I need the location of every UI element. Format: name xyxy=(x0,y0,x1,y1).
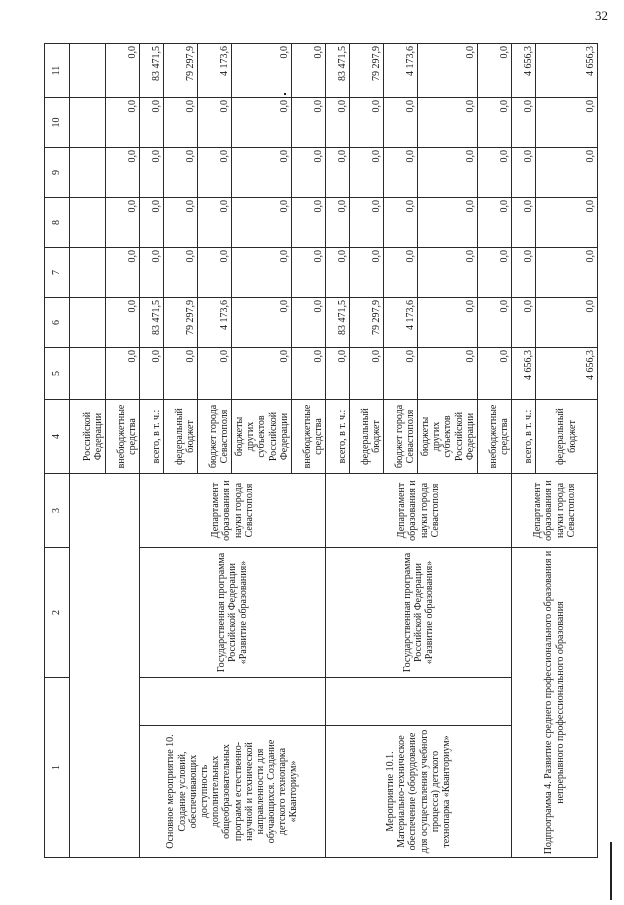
value-cell: 0,0 xyxy=(478,298,512,348)
header-cell-1: 1 xyxy=(45,678,70,858)
value-cell: 0,0 xyxy=(418,248,478,298)
event-name-cell: Мероприятие 10.1. Материально-техническое обеспечение (оборудование для осуществления учебного процесса) детского технопарка «Кванториум» xyxy=(326,726,512,858)
value-cell: 0,0 xyxy=(536,98,598,148)
funding-source-label: бюджет города Севастополя xyxy=(384,400,418,474)
value-cell: 0,0 xyxy=(232,44,292,98)
value-cell xyxy=(70,44,106,98)
value-cell: 0,0 xyxy=(292,248,326,298)
value-cell: 0,0 xyxy=(232,248,292,298)
empty-cell xyxy=(140,678,326,726)
value-cell: 0,0 xyxy=(292,348,326,400)
value-cell: 0,0 xyxy=(512,148,536,198)
value-cell: 4 656,3 xyxy=(536,44,598,98)
value-cell: 0,0 xyxy=(478,98,512,148)
value-cell: 0,0 xyxy=(232,148,292,198)
value-cell: 0,0 xyxy=(384,248,418,298)
funding-source-label: бюджеты других субъектов Российской Федерации xyxy=(232,400,292,474)
value-cell: 0,0 xyxy=(164,248,198,298)
table-row xyxy=(326,44,350,858)
value-cell xyxy=(70,148,106,198)
funding-source-label: всего, в т. ч.: xyxy=(140,400,164,474)
table-body xyxy=(45,44,598,858)
value-cell: 0,0 xyxy=(198,198,232,248)
value-cell: 0,0 xyxy=(140,148,164,198)
empty-cell xyxy=(70,474,106,858)
executor-cell: Департамент образования и науки города Севастополя xyxy=(512,474,598,548)
value-cell: 4 656,3 xyxy=(512,44,536,98)
state-program-cell: Государственная программа Российской Федерации «Развитие образования» xyxy=(326,548,512,678)
value-cell: 0,0 xyxy=(292,198,326,248)
value-cell: 0,0 xyxy=(198,248,232,298)
value-cell: 79 297,9 xyxy=(164,298,198,348)
value-cell: 0,0 xyxy=(232,298,292,348)
value-cell: 0,0 xyxy=(140,198,164,248)
header-cell-4: 4 xyxy=(45,400,70,474)
value-cell: 0,0 xyxy=(326,98,350,148)
value-cell: 83 471,5 xyxy=(140,44,164,98)
value-cell: 4 173,6 xyxy=(198,298,232,348)
value-cell: 0,0 xyxy=(418,348,478,400)
value-cell: 0,0 xyxy=(198,148,232,198)
empty-cell xyxy=(326,678,512,726)
value-cell: 0,0 xyxy=(106,198,140,248)
value-cell: 0,0 xyxy=(536,198,598,248)
empty-cell xyxy=(106,474,140,858)
value-cell: 0,0 xyxy=(106,98,140,148)
value-cell: 0,0 xyxy=(384,198,418,248)
value-cell: 0,0 xyxy=(384,148,418,198)
subprogram-name-cell: Подпрограмма 4. Развитие среднего профессионального образования и непрерывного профессионального образования xyxy=(512,548,598,858)
value-cell: 0,0 xyxy=(350,248,384,298)
state-program-cell: Государственная программа Российской Федерации «Развитие образования» xyxy=(140,548,326,678)
value-cell: 4 173,6 xyxy=(198,44,232,98)
value-cell: 0,0 xyxy=(350,348,384,400)
table-row xyxy=(106,44,140,858)
value-cell xyxy=(70,248,106,298)
funding-source-label: всего, в т. ч.: xyxy=(512,400,536,474)
value-cell xyxy=(70,198,106,248)
funding-source-label: внебюджетные средства xyxy=(106,400,140,474)
header-cell-7: 7 xyxy=(45,248,70,298)
value-cell: 0,0 xyxy=(384,348,418,400)
value-cell xyxy=(70,348,106,400)
value-cell: 0,0 xyxy=(164,98,198,148)
value-cell: 0,0 xyxy=(350,98,384,148)
executor-cell: Департамент образования и науки города Севастополя xyxy=(326,474,512,548)
value-cell: 0,0 xyxy=(164,348,198,400)
value-cell: 0,0 xyxy=(140,348,164,400)
value-cell: 0,0 xyxy=(292,148,326,198)
value-cell: 0,0 xyxy=(164,148,198,198)
value-cell: 0,0 xyxy=(478,44,512,98)
value-cell: 4 173,6 xyxy=(384,44,418,98)
value-cell: 0,0 xyxy=(512,198,536,248)
table-row xyxy=(140,44,164,858)
value-cell: 0,0 xyxy=(292,44,326,98)
executor-cell: Департамент образования и науки города Севастополя xyxy=(140,474,326,548)
funding-source-label: Российской Федерации xyxy=(70,400,106,474)
funding-source-label: внебюджетные средства xyxy=(292,400,326,474)
header-cell-2: 2 xyxy=(45,548,70,678)
value-cell: 0,0 xyxy=(140,248,164,298)
value-cell: 0,0 xyxy=(232,98,292,148)
value-cell: 0,0 xyxy=(350,198,384,248)
value-cell: 0,0 xyxy=(106,44,140,98)
value-cell: 0,0 xyxy=(232,348,292,400)
value-cell xyxy=(70,98,106,148)
value-cell: 0,0 xyxy=(326,198,350,248)
value-cell: 0,0 xyxy=(512,248,536,298)
value-cell: 0,0 xyxy=(478,248,512,298)
value-cell: 0,0 xyxy=(140,98,164,148)
value-cell: 0,0 xyxy=(418,298,478,348)
value-cell: 83 471,5 xyxy=(140,298,164,348)
value-cell: 0,0 xyxy=(292,98,326,148)
value-cell: 83 471,5 xyxy=(326,44,350,98)
funding-source-label: бюджет города Севастополя xyxy=(198,400,232,474)
value-cell: 0,0 xyxy=(106,248,140,298)
funding-source-label: внебюджетные средства xyxy=(478,400,512,474)
rotated-table-container xyxy=(44,44,596,858)
header-cell-9: 9 xyxy=(45,148,70,198)
event-name-cell: Основное мероприятие 10. Создание условий, обеспечивающих доступность дополнительных общеобразовательных программ естественно-научной и технической направленности для обучающихся. Создание детского технопарка «Кванториум» xyxy=(140,726,326,858)
funding-source-label: бюджеты других субъектов Российской Федерации xyxy=(418,400,478,474)
value-cell: 0,0 xyxy=(326,248,350,298)
value-cell: 0,0 xyxy=(418,98,478,148)
value-cell: 0,0 xyxy=(164,198,198,248)
page-number: 32 xyxy=(595,8,608,23)
header-cell-5: 5 xyxy=(45,348,70,400)
value-cell: 0,0 xyxy=(478,348,512,400)
value-cell: 0,0 xyxy=(326,148,350,198)
value-cell: 0,0 xyxy=(106,298,140,348)
value-cell: 4 656,3 xyxy=(536,348,598,400)
value-cell: 0,0 xyxy=(418,44,478,98)
value-cell: 4 656,3 xyxy=(512,348,536,400)
value-cell xyxy=(70,298,106,348)
header-row xyxy=(45,44,70,858)
header-cell-10: 10 xyxy=(45,98,70,148)
budget-table xyxy=(44,43,598,858)
value-cell: 0,0 xyxy=(326,348,350,400)
value-cell: 0,0 xyxy=(536,298,598,348)
value-cell: 0,0 xyxy=(198,98,232,148)
scan-mark xyxy=(610,842,612,900)
value-cell: 0,0 xyxy=(536,148,598,198)
value-cell: 0,0 xyxy=(292,298,326,348)
value-cell: 0,0 xyxy=(106,348,140,400)
value-cell: 0,0 xyxy=(418,198,478,248)
funding-source-label: всего, в т. ч.: xyxy=(326,400,350,474)
value-cell: 0,0 xyxy=(106,148,140,198)
header-cell-11: 11 xyxy=(45,44,70,98)
funding-source-label: федеральный бюджет xyxy=(164,400,198,474)
value-cell: 79 297,9 xyxy=(164,44,198,98)
value-cell: 0,0 xyxy=(478,148,512,198)
value-cell: 83 471,5 xyxy=(326,298,350,348)
value-cell: 0,0 xyxy=(350,148,384,198)
header-cell-8: 8 xyxy=(45,198,70,248)
table-row xyxy=(70,44,106,858)
value-cell: 79 297,9 xyxy=(350,298,384,348)
value-cell: 0,0 xyxy=(198,348,232,400)
table-row xyxy=(512,44,536,858)
value-cell: 0,0 xyxy=(512,98,536,148)
header-cell-6: 6 xyxy=(45,298,70,348)
value-cell: 0,0 xyxy=(536,248,598,298)
scan-dot xyxy=(284,93,286,95)
value-cell: 0,0 xyxy=(418,148,478,198)
funding-source-label: федеральный бюджет xyxy=(536,400,598,474)
value-cell: 0,0 xyxy=(478,198,512,248)
value-cell: 4 173,6 xyxy=(384,298,418,348)
value-cell: 0,0 xyxy=(384,98,418,148)
value-cell: 79 297,9 xyxy=(350,44,384,98)
funding-source-label: федеральный бюджет xyxy=(350,400,384,474)
header-cell-3: 3 xyxy=(45,474,70,548)
value-cell: 0,0 xyxy=(512,298,536,348)
value-cell: 0,0 xyxy=(232,198,292,248)
